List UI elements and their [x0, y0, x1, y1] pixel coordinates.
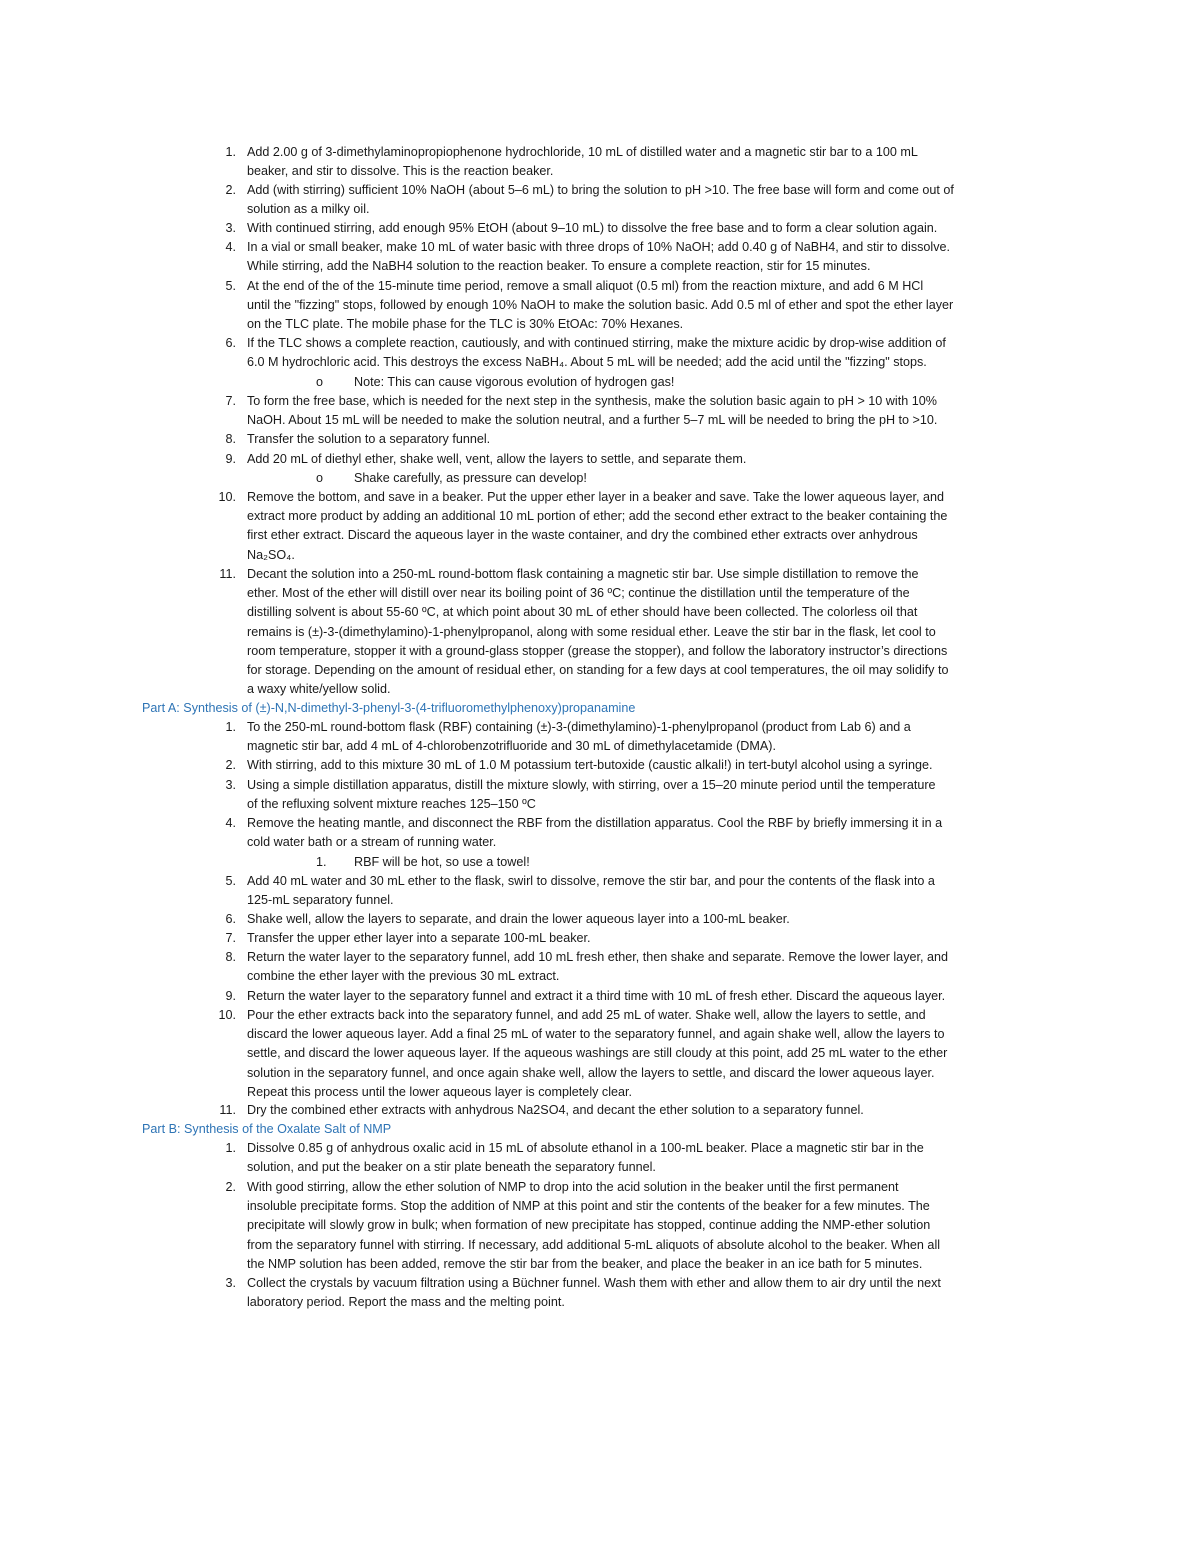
section-heading-part-a: Part A: Synthesis of (±)-N,N-dimethyl-3-phenyl-3-(4-trifluoromethylphenoxy)propanamine — [142, 701, 636, 715]
section-heading-part-b: Part B: Synthesis of the Oxalate Salt of NMP — [142, 1122, 392, 1136]
document-page: 1. Add 2.00 g of 3-dimethylaminopropiophenone hydrochloride, 10 mL of distilled water and a magnetic stir bar to a 100 mL beaker, and stir to dissolve. This is the reaction beaker. 2. Add (with stirring) sufficient 10% NaOH (about 5–6 mL) to bring the solution to pH >10. The free base will form and come out of solution as a milky oil. 3. With continued stirring, add enough 95% EtOH (about 9–10 mL) to dissolve the free base and to form a clear solution again. 4. In a vial or small beaker, make 10 mL of water basic with three drops of 10% NaOH; add 0.40 g of NaBH4, and stir to dissolve. While stirring, add the NaBH4 solution to the reaction beaker. To ensure a complete reaction, stir for 15 minutes. 5. At the end of the of the 15-minute time period, remove a small aliquot (0.5 ml) from the reaction mixture, and add 6 M HCl until the "fizzing" stops, followed by enough 10% NaOH to make the solution basic. Add 0.5 ml of ether and spot the ether layer on the TLC plate. The mobile phase for the TLC is 30% EtOAc: 70% Hexanes. 6. If the TLC shows a complete reaction, cautiously, and with continued stirring, make the mixture acidic by drop-wise addition of 6.0 M hydrochloric acid. This destroys the excess NaBH₄. About 5 mL will be needed; add the acid until the "fizzing" stops. o Note: This can cause vigorous evolution of hydrogen gas! 7. To form the free base, which is needed for the next step in the synthesis, make the solution basic again to pH > 10 with 10% NaOH. About 15 mL will be needed to make the solution neutral, and a further 5–7 mL will be needed to bring the pH to >10. 8. Transfer the solution to a separatory funnel. 9. Add 20 mL of diethyl ether, shake well, vent, allow the layers to settle, and separate them. o Shake carefully, as pressure can develop! 10. Remove the bottom, and save in a beaker. Put the upper ether layer in a beaker and save. Take the lower aqueous layer, and extract more product by adding an additional 10 mL portion of ether; add the second ether extract to the beaker containing the first ether extract. Discard the aqueous layer in the waste container, and dry the combined ether extracts over anhydrous Na₂SO₄. 11. Decant the solution into a 250-mL round-bottom flask containing a magnetic stir bar. Use simple distillation to remove the ether. Most of the ether will distill over near its boiling point of 36 ºC; continue the distillation until the temperature of the distilling solvent is about 55-60 ºC, at which point about 30 mL of ether should have been collected. The colorless oil that remains is (±)-3-(dimethylamino)-1-phenylpropanol, along with some residual ether. Leave the stir bar in the flask, let cool to room temperature, stopper it with a ground-glass stopper (grease the stopper), and follow the laboratory instructor’s directions for storage. Depending on the amount of residual ether, on standing for a few days at cool temperatures, the oil may solidify to a waxy white/yellow solid. Part A: Synthesis of (±)-N,N-dimethyl-3-phenyl-3-(4-trifluoromethylphenoxy)propanamine 1. To the 250-mL round-bottom flask (RBF) containing (±)-3-(dimethylamino)-1-phenylpropanol (product from Lab 6) and a magnetic stir bar, add 4 mL of 4-chlorobenzotrifluoride and 30 mL of dimethylacetamide (DMA). 2. With stirring, add to this mixture 30 mL of 1.0 M potassium tert-butoxide (caustic alkali!) in tert-butyl alcohol using a syringe. 3. Using a simple distillation apparatus, distill the mixture slowly, with stirring, over a 15–20 minute period until the temperature of the refluxing solvent mixture reaches 125–150 ºC 4. Remove the heating mantle, and disconnect the RBF from the distillation apparatus. Cool the RBF by briefly immersing it in a cold water bath or a stream of running water. 1. RBF will be hot, so use a towel! 5. Add 40 mL water and 30 mL ether to the flask, swirl to dissolve, remove the stir bar, and pour the contents of the flask into a 125-mL separatory funnel. 6. Shake well, allow the layers to separate, and drain the lower aqueous layer into a 100-mL beaker. 7. Transfer the upper ether layer into a separate 100-mL beaker. 8. Return the water layer to the separatory funnel, add 10 mL fresh ether, then shake and separate. Remove the lower layer, and combine the ether layer with the previous 30 mL extract. 9. Return the water layer to the separatory funnel and extract it a third time with 10 mL of fresh ether. Discard the aqueous layer. 10. Pour the ether extracts back into the separatory funnel, and add 25 mL of water. Shake well, allow the layers to settle, and discard the lower aqueous layer. Add a final 25 mL of water to the separatory funnel, and again shake well, allow the layers to settle, and discard the lower aqueous layer. If the aqueous washings are still cloudy at this point, add 25 mL water to the ether solution in the separatory funnel, and once again shake well, allow the layers to settle, and discard the lower aqueous layer. Repeat this process until the lower aqueous layer is completely clear. 11. Dry the combined ether extracts with anhydrous Na2SO4, and decant the ether solution to a separatory funnel. Part B: Synthesis of the Oxalate Salt of NMP 1. Dissolve 0.85 g of anhydrous oxalic acid in 15 mL of absolute ethanol in a 100-mL beaker. Place a magnetic stir bar in the solution, and put the beaker on a stir plate beneath the separatory funnel. 2. With good stirring, allow the ether solution of NMP to drop into the acid solution in the beaker until the first permanent insoluble precipitate forms. Stop the addition of NMP at this point and stir the contents of the beaker for a few minutes. The precipitate will slowly grow in bulk; when formation of new precipitate has stopped, continue adding the NMP-ether solution from the separatory funnel with stirring. If necessary, add additional 5-mL aliquots of absolute alcohol to the beaker. When all the NMP solution has been added, remove the stir bar from the beaker, and place the beaker in an ice bath for 5 minutes. 3. Collect the crystals by vacuum filtration using a Büchner funnel. Wash them with ether and allow them to air dry until the next laboratory period. Report the mass and the melting point. — [142, 145, 954, 1310]
